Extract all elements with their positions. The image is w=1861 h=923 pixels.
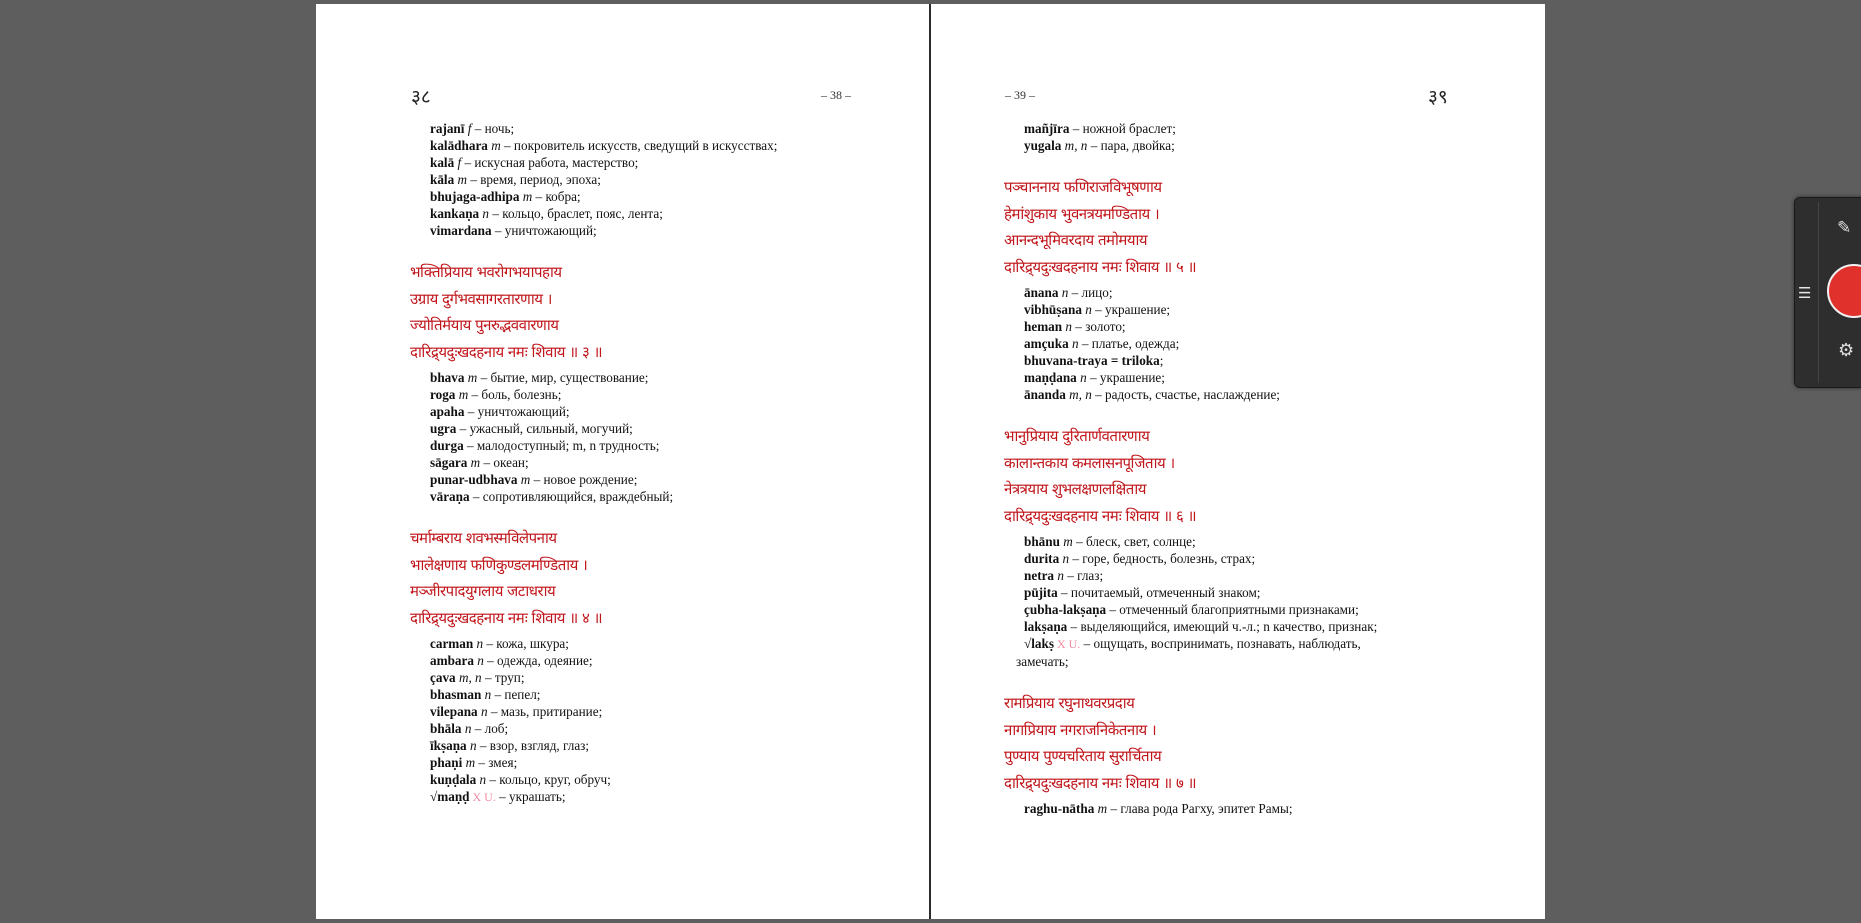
verse-line: मञ्जीरपादयुगलाय जटाधराय: [410, 582, 556, 600]
gloss-entry: [410, 205, 777, 222]
verse-line: कालान्तकाय कमलासनपूजिताय ।: [1004, 453, 1175, 472]
record-button[interactable]: [1827, 264, 1861, 318]
verse-line: भालेक्षणाय फणिकुण्डलमण्डिताय ।: [410, 555, 588, 574]
gloss-definition: – одежда, одеяние;: [483, 653, 593, 668]
gloss-word: pūjita: [1024, 585, 1058, 600]
gloss-gender: m: [470, 455, 481, 470]
gloss-entry: [1004, 800, 1377, 817]
gloss-definition: – выделяющийся, имеющий ч.-л.; n качество, признак;: [1067, 619, 1378, 634]
gloss-entry: [1004, 618, 1377, 635]
glossary: [410, 369, 777, 505]
gloss-gender: n: [1080, 370, 1087, 385]
gloss-definition: – лицо;: [1068, 285, 1113, 300]
gloss-definition: – боль, болезнь;: [468, 387, 562, 402]
gloss-gender: n: [476, 636, 484, 651]
gloss-word: netra: [1024, 568, 1055, 583]
gloss-word: phaṇi: [430, 755, 463, 770]
gloss-word: raghu-nātha: [1024, 801, 1095, 816]
gloss-definition: – золото;: [1072, 319, 1126, 334]
gloss-definition: – труп;: [481, 670, 525, 685]
gloss-gender: n: [469, 738, 477, 753]
glossary: [1004, 284, 1377, 403]
verse-line: दारिद्र्यदुःखदहनाय नमः शिवाय ॥ ५ ॥: [1004, 257, 1197, 276]
gloss-definition: – бытие, мир, существование;: [477, 370, 649, 385]
sanskrit-verse: [410, 259, 777, 365]
gloss-entry: [410, 154, 777, 171]
verse-line: नेत्रत्रयाय शुभलक्षणलक्षिताय: [1004, 480, 1146, 498]
gloss-word: apaha: [430, 404, 465, 419]
gloss-definition: – кольцо, круг, обруч;: [486, 772, 611, 787]
sanskrit-verse: [1004, 690, 1377, 796]
gloss-gender: m: [522, 189, 533, 204]
page-number-devanagari: ३८: [411, 86, 431, 108]
gloss-entry: [410, 635, 777, 652]
gloss-gender: n: [1072, 336, 1079, 351]
gloss-definition: – ножной браслет;: [1069, 121, 1176, 136]
gloss-definition: – сопротивляющийся, враждебный;: [469, 489, 674, 504]
gloss-word: √maṇḍ: [430, 789, 470, 804]
gloss-definition: – взор, взгляд, глаз;: [476, 738, 590, 753]
gloss-word: amçuka: [1024, 336, 1069, 351]
gloss-entry: [410, 420, 777, 437]
gloss-word: rajanī: [430, 121, 465, 136]
verse-line: दारिद्र्यदुःखदहनाय नमः शिवाय ॥ ७ ॥: [1004, 773, 1197, 792]
gloss-entry: [410, 686, 777, 703]
gloss-word: bhujaga-adhipa: [430, 189, 520, 204]
gloss-entry: [410, 403, 777, 420]
verse-line: भानुप्रियाय दुरितार्णवतारणाय: [1004, 427, 1150, 445]
gloss-definition: – радость, счастье, наслаждение;: [1091, 387, 1280, 402]
gloss-word: ānanda: [1024, 387, 1066, 402]
gloss-definition: – уничтожающий;: [491, 223, 597, 238]
gloss-gender: n: [1085, 302, 1092, 317]
gloss-word: kuṇḍala: [430, 772, 477, 787]
gloss-gender: n: [480, 704, 488, 719]
gloss-gender: m: [457, 172, 468, 187]
gloss-word: heman: [1024, 319, 1063, 334]
gloss-entry: [1004, 601, 1377, 618]
verse-line: दारिद्र्यदुःखदहनाय नमः शिवाय ॥ ४ ॥: [410, 608, 603, 627]
gloss-word: kankaṇa: [430, 206, 480, 221]
gloss-entry: [410, 471, 777, 488]
gloss-gender: n: [479, 772, 487, 787]
gloss-entry: [410, 754, 777, 771]
gloss-entry: [410, 369, 777, 386]
gloss-gender: m: [1097, 801, 1108, 816]
gloss-entry: [1004, 584, 1377, 601]
gloss-gender: m: [491, 138, 501, 153]
gloss-definition: – покровитель искусств, сведущий в искусствах;: [500, 138, 778, 153]
gloss-definition: – ужасный, сильный, могучий;: [456, 421, 633, 436]
gloss-entry: [1004, 352, 1377, 369]
gloss-gender: m, n: [1064, 138, 1088, 153]
gloss-word: vibhūṣana: [1024, 302, 1082, 317]
gloss-gender: m: [458, 387, 469, 402]
gloss-word: bhasman: [430, 687, 482, 702]
gloss-definition: – почитаемый, отмеченный знаком;: [1057, 585, 1261, 600]
gloss-word: bhava: [430, 370, 465, 385]
glossary: [1004, 800, 1377, 817]
gloss-word: ugra: [430, 421, 457, 436]
gloss-entry: [1004, 653, 1377, 670]
gloss-word: çava: [430, 670, 456, 685]
gloss-class: X U.: [1053, 637, 1081, 651]
sanskrit-verse: [410, 525, 777, 631]
gloss-definition: – кобра;: [532, 189, 581, 204]
gloss-word: durita: [1024, 551, 1060, 566]
glossary: [1004, 120, 1377, 154]
gloss-word: īkṣaṇa: [430, 738, 467, 753]
gloss-definition: – кожа, шкура;: [483, 636, 569, 651]
verse-line: रामप्रियाय रघुनाथवरप्रदाय: [1004, 694, 1135, 712]
verse-line: दारिद्र्यदुःखदहनाय नमः शिवाय ॥ ६ ॥: [1004, 506, 1197, 525]
gloss-entry: [410, 171, 777, 188]
gloss-word: punar-udbhava: [430, 472, 518, 487]
gloss-gender: m: [467, 370, 478, 385]
page-number-devanagari: ३९: [1428, 86, 1448, 108]
gloss-definition: – океан;: [480, 455, 529, 470]
gloss-entry: [410, 771, 777, 788]
gloss-definition: – уничтожающий;: [464, 404, 570, 419]
gloss-definition: – глава рода Рагху, эпитет Рамы;: [1107, 801, 1293, 816]
gloss-entry: [410, 137, 777, 154]
gloss-entry: [410, 386, 777, 403]
page-number: – 38 –: [821, 88, 851, 102]
gloss-entry: [410, 454, 777, 471]
gloss-gender: n: [1061, 285, 1069, 300]
gloss-entry: [410, 669, 777, 686]
gloss-word: carman: [430, 636, 474, 651]
gloss-definition: – искусная работа, мастерство;: [461, 155, 639, 170]
sanskrit-verse: [1004, 174, 1377, 280]
gloss-definition: – глаз;: [1063, 568, 1104, 583]
gloss-gender: m: [1063, 534, 1073, 549]
gloss-entry: [410, 720, 777, 737]
gloss-word: bhuvana-traya = triloka: [1024, 353, 1160, 368]
gloss-entry: [1004, 301, 1377, 318]
gloss-gender: n: [1065, 319, 1072, 334]
verse-line: नागप्रियाय नगराजनिकेतनाय ।: [1004, 720, 1157, 739]
gloss-gender: n: [1057, 568, 1064, 583]
gloss-entry: [410, 488, 777, 505]
gloss-gender: m, n: [458, 670, 482, 685]
right-page: [931, 4, 1545, 919]
gloss-entry: [410, 437, 777, 454]
gloss-definition: – время, период, эпоха;: [467, 172, 601, 187]
gloss-definition: – малодоступный; m, n трудность;: [463, 438, 660, 453]
gloss-word: vāraṇa: [430, 489, 470, 504]
gloss-entry: [1004, 284, 1377, 301]
verse-line: ज्योतिर्मयाय पुनरुद्भववारणाय: [410, 316, 559, 334]
gloss-definition: – пепел;: [491, 687, 541, 702]
gloss-definition: – ощущать, воспринимать, познавать, наблюдать,: [1080, 636, 1361, 651]
gloss-gender: m: [520, 472, 531, 487]
gloss-word: kāla: [430, 172, 455, 187]
glossary: [410, 120, 777, 239]
verse-line: उग्राय दुर्गभवसागरतारणाय ।: [410, 289, 552, 308]
gloss-word: çubha-lakṣaṇa: [1024, 602, 1107, 617]
gloss-word: √lakṣ: [1024, 636, 1054, 651]
verse-line: पुण्याय पुण्यचरिताय सुरार्चिताय: [1004, 747, 1162, 765]
gloss-word: kalādhara: [430, 138, 488, 153]
gloss-definition: – блеск, свет, солнце;: [1072, 534, 1196, 549]
gloss-definition: – новое рождение;: [530, 472, 638, 487]
gloss-entry: [1004, 369, 1377, 386]
gloss-word: mañjīra: [1024, 121, 1070, 136]
gloss-definition: – кольцо, браслет, пояс, лента;: [489, 206, 663, 221]
gloss-word: ānana: [1024, 285, 1059, 300]
gloss-entry: [1004, 533, 1377, 550]
gloss-word: lakṣaṇa: [1024, 619, 1068, 634]
left-page: [316, 4, 930, 919]
gloss-entry: [410, 737, 777, 754]
gloss-entry: [410, 652, 777, 669]
gloss-word: durga: [430, 438, 464, 453]
gloss-entry: [1004, 635, 1377, 653]
gloss-definition: – украшать;: [495, 789, 566, 804]
gloss-entry: [410, 222, 777, 239]
gloss-entry: [1004, 318, 1377, 335]
gloss-entry: [1004, 120, 1377, 137]
gloss-gender: n: [1062, 551, 1070, 566]
glossary: [1004, 533, 1377, 670]
gloss-entry: [410, 120, 777, 137]
list-icon[interactable]: ☰: [1798, 284, 1812, 302]
verse-line: दारिद्र्यदुःखदहनाय नमः शिवाय ॥ ३ ॥: [410, 342, 603, 361]
gloss-definition: – платье, одежда;: [1078, 336, 1180, 351]
gloss-word: sāgara: [430, 455, 468, 470]
gloss-definition: – змея;: [475, 755, 518, 770]
gloss-gender: n: [482, 206, 490, 221]
gloss-entry: [1004, 567, 1377, 584]
gloss-definition: – мазь, притирание;: [487, 704, 603, 719]
gloss-entry: [1004, 137, 1377, 154]
floating-toolbar: [1794, 197, 1861, 388]
gloss-class: X U.: [469, 790, 496, 804]
gloss-gender: m, n: [1069, 387, 1092, 402]
gloss-gender: n: [464, 721, 472, 736]
gloss-definition: – пара, двойка;: [1087, 138, 1175, 153]
gloss-word: bhānu: [1024, 534, 1060, 549]
verse-line: चर्माम्बराय शवभस्मविलेपनाय: [410, 529, 557, 547]
gloss-word: kalā: [430, 155, 455, 170]
gloss-definition: – ночь;: [471, 121, 515, 136]
gloss-definition: ;: [1159, 353, 1164, 368]
gloss-entry: [1004, 550, 1377, 567]
gloss-gender: m: [465, 755, 476, 770]
gloss-gender: n: [484, 687, 492, 702]
verse-line: हेमांशुकाय भुवनत्रयमण्डिताय ।: [1004, 204, 1160, 223]
page-content: [1004, 120, 1377, 817]
gloss-entry: [410, 703, 777, 720]
gloss-gender: f: [467, 121, 472, 136]
verse-line: पञ्चाननाय फणिराजविभूषणाय: [1004, 178, 1162, 196]
verse-line: भक्तिप्रियाय भवरोगभयापहाय: [410, 263, 562, 281]
gloss-definition: – украшение;: [1086, 370, 1165, 385]
gloss-word: maṇḍana: [1024, 370, 1077, 385]
gear-icon[interactable]: ⚙: [1838, 340, 1855, 361]
gloss-definition: – украшение;: [1091, 302, 1171, 317]
sanskrit-verse: [1004, 423, 1377, 529]
gloss-word: ambara: [430, 653, 474, 668]
page-number: – 39 –: [1005, 88, 1035, 102]
toolbar-divider: [1818, 202, 1819, 383]
glossary: [410, 635, 777, 806]
gloss-gender: f: [457, 155, 462, 170]
gloss-entry: [1004, 386, 1377, 403]
page-content: [410, 120, 777, 806]
gloss-entry: [410, 788, 777, 806]
gloss-definition: – отмеченный благоприятными признаками;: [1106, 602, 1359, 617]
gloss-definition: – горе, бедность, болезнь, страх;: [1069, 551, 1256, 566]
gloss-entry: [410, 188, 777, 205]
gloss-word: roga: [430, 387, 456, 402]
gloss-gender: n: [477, 653, 484, 668]
gloss-word: vimardana: [430, 223, 492, 238]
gloss-definition: замечать;: [1016, 654, 1069, 669]
verse-line: आनन्दभूमिवरदाय तमोमयाय: [1004, 231, 1148, 249]
gloss-definition: – лоб;: [471, 721, 509, 736]
edit-icon[interactable]: ✎: [1837, 218, 1852, 238]
gloss-word: bhāla: [430, 721, 462, 736]
gloss-word: vilepana: [430, 704, 478, 719]
gloss-word: yugala: [1024, 138, 1062, 153]
gloss-entry: [1004, 335, 1377, 352]
